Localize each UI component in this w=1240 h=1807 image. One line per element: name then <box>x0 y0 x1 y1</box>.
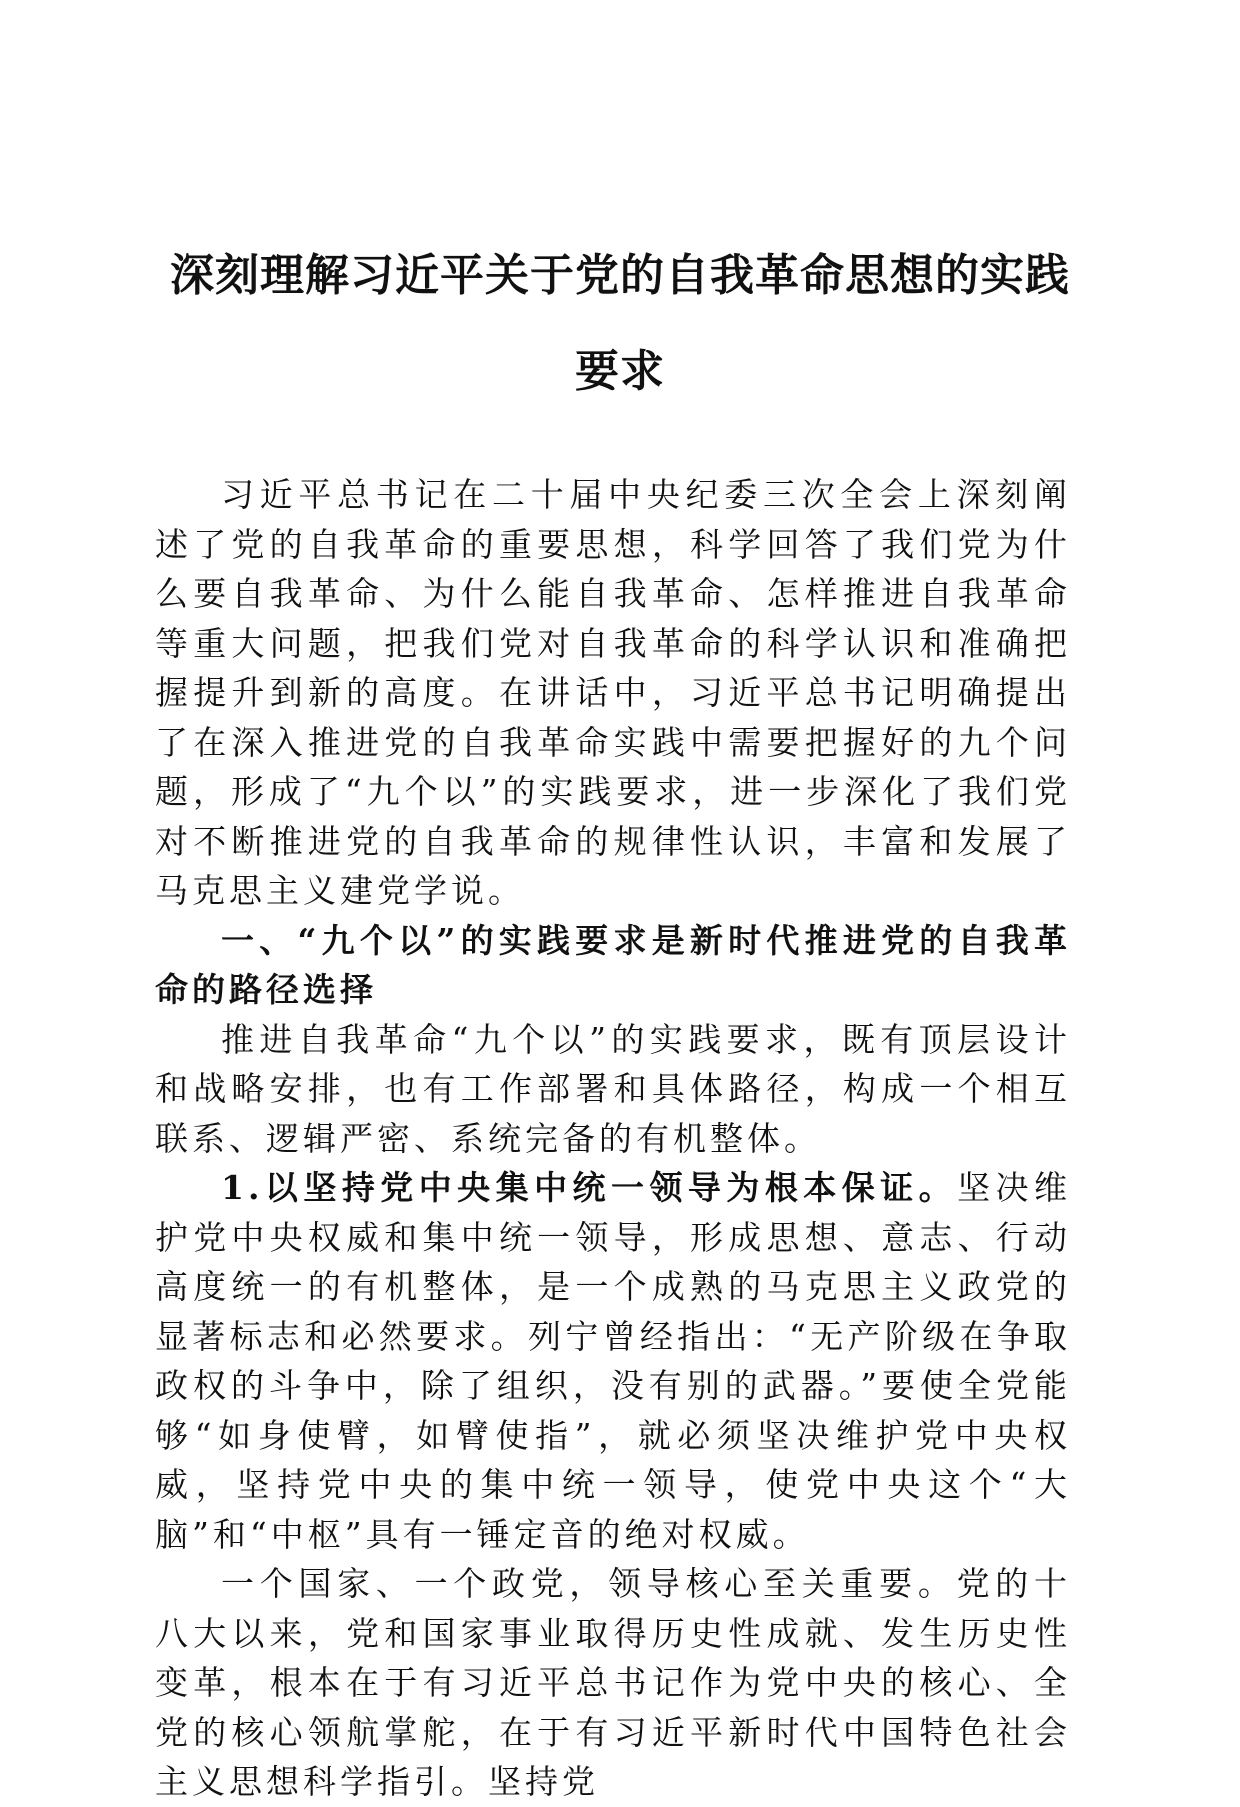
document-title <box>150 228 1090 420</box>
paragraph-intro: 习近平总书记在二十届中央纪委三次全会上深刻阐述了党的自我革命的重要思想，科学回答了我们党为什么要自我革命、为什么能自我革命、怎样推进自我革命等重大问题，把我们党对自我革命的科学认识和准确把握提升到新的高度。在讲话中，习近平总书记明确提出了在深入推进党的自我革命实践中需要把握好的九个问题，形成了“九个以”的实践要求，进一步深化了我们党对不断推进党的自我革命的规律性认识，丰富和发展了马克思主义建党学说。 <box>155 475 1071 910</box>
paragraph-overview: 推进自我革命“九个以”的实践要求，既有顶层设计和战略安排，也有工作部署和具体路径，构成一个相互联系、逻辑严密、系统完备的有机整体。 <box>155 1019 1071 1158</box>
title-line-1: 深刻理解习近平关于党的自我革命思想的实践 <box>170 250 1070 301</box>
paragraph-point-1 <box>155 1163 1071 1559</box>
title-line-2: 要求 <box>575 346 665 397</box>
section-heading-1: 一、“九个以”的实践要求是新时代推进党的自我革命的路径选择 <box>155 920 1071 1009</box>
paragraph-core-leadership: 一个国家、一个政党，领导核心至关重要。党的十八大以来，党和国家事业取得历史性成就、发生历史性变革，根本在于有习近平总书记作为党中央的核心、全党的核心领航掌舵，在于有习近平新时代中国特色社会主义思想科学指引。坚持党 <box>155 1564 1071 1801</box>
point-1-lead: 1.以坚持党中央集中统一领导为根本保证。 <box>221 1168 958 1207</box>
point-1-text: 坚决维护党中央权威和集中统一领导，形成思想、意志、行动高度统一的有机整体，是一个成熟的马克思主义政党的显著标志和必然要求。列宁曾经指出：“无产阶级在争取政权的斗争中，除了组织，没有别的武器。”要使全党能够“如身使臂，如臂使指”，就必须坚决维护党中央权威，坚持党中央的集中统一领导，使党中央这个“大脑”和“中枢”具有一锤定音的绝对权威。 <box>155 1168 1072 1554</box>
document-body <box>155 470 1071 1807</box>
